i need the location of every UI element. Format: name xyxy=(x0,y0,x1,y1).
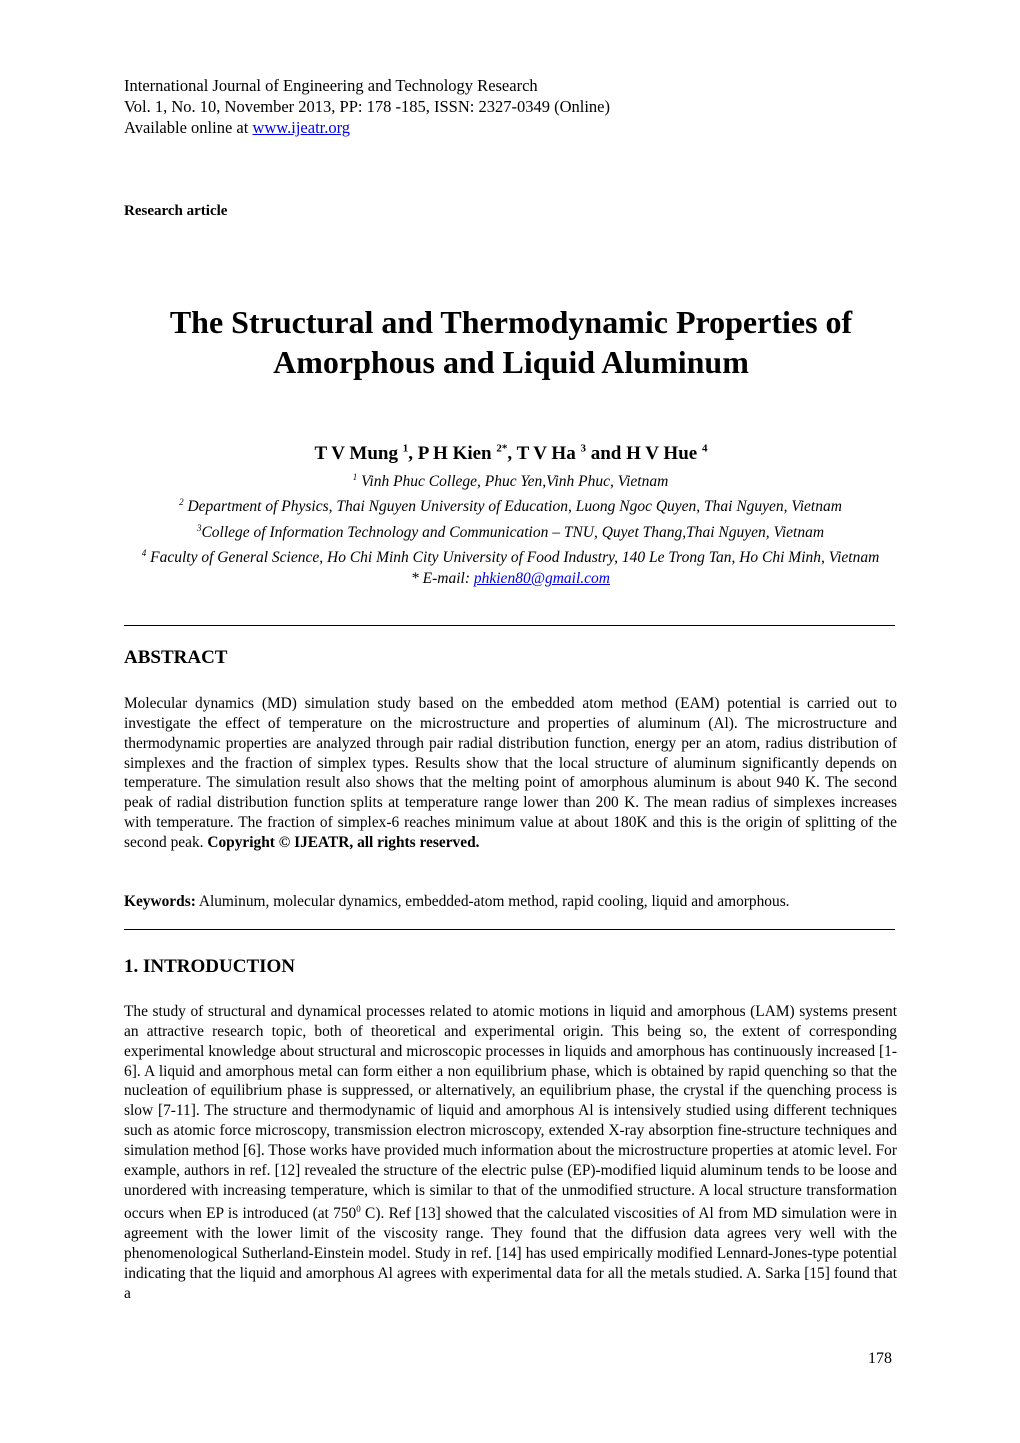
introduction-text: The study of structural and dynamical processes related to atomic motions in liquid and amorphous (LAM) systems present an attractive research topic, both of theoretical and experimental origin. This being so, the extent of corresponding experimental knowledge about structural and microscopic processes in liquids and amorphous has continuously increased [1-6]. A liquid and amorphous metal can form either a non equilibrium phase, which is obtained by rapid quenching so that the nucleation of equilibrium phase is suppressed, or alternatively, an equilibrium phase, the crystal if the quenching process is slow [7-11]. The structure and thermodynamic of liquid and amorphous Al is intensively studied using different techniques such as atomic force microscopy, transmission electron microscopy, extended X-ray absorption fine-structure techniques and simulation method [6]. Those works have provided much information about the microstructure properties at atomic level. For example, authors in ref. [12] revealed the structure of the electric pulse (EP)-modified liquid aluminum tends to be loose and unordered with increasing temperature, which is similar to that of the unmodified structure. A local structure transformation occurs when EP is introduced (at $750^0$ C). Ref [13] showed that the calculated viscosities of Al from MD simulation were in agreement with the lower limit of the viscosity range. They found that the diffusion data agrees very well with the phenomenological Sutherland-Einstein model. Study in ref. [14] has used empirically modified Lennard-Jones-type potential indicating that the liquid and amorphous Al agrees with experimental data for all the metals studied. A. Sarka [15] found that a xyxy=(124,1003,897,1302)
journal-volume: Vol. 1, No. 10, November 2013, PP: 178 -185, ISSN: 2327-0349 (Online) xyxy=(124,97,610,116)
article-type: Research article xyxy=(124,203,228,219)
author: T V Mung $^1$, xyxy=(314,443,418,465)
journal-header xyxy=(124,75,610,138)
copyright-notice: Copyright © IJEATR, all rights reserved. xyxy=(207,833,480,851)
journal-name: International Journal of Engineering and Technology Research xyxy=(124,76,538,95)
keywords-list: Aluminum, molecular dynamics, embedded-atom method, rapid cooling, liquid and amorphous. xyxy=(195,893,790,910)
email-line: * E-mail: phkien80@gmail.com xyxy=(411,569,610,587)
affiliation: $^4$ Faculty of General Science, Ho Chi Minh City University of Food Industry, 140 Le Trong Tan, Ho Chi Minh, Vietnam xyxy=(141,548,880,567)
author: H V Hue $^4$ xyxy=(626,443,708,465)
affiliation: $^3$College of Information Technology and Communication – TNU, Quyet Thang,Thai Nguyen, Vietnam xyxy=(196,522,825,542)
author: T V Ha $^3$ and xyxy=(516,443,627,465)
introduction-heading: 1. INTRODUCTION xyxy=(124,956,296,977)
title-line-1: The Structural and Thermodynamic Properties of xyxy=(169,304,853,340)
title-line-2: Amorphous and Liquid Aluminum xyxy=(273,344,749,380)
divider xyxy=(124,929,895,930)
affiliations xyxy=(124,467,897,589)
abstract-heading: ABSTRACT xyxy=(124,647,228,668)
journal-link[interactable]: www.ijeatr.org xyxy=(252,118,351,137)
paper-title xyxy=(100,302,922,382)
keywords-label: Keywords: xyxy=(124,893,196,910)
page-number: 178 xyxy=(868,1350,892,1367)
availability-line xyxy=(124,117,610,138)
affiliation: $^1$ Vinh Phuc College, Phuc Yen,Vinh Phuc, Vietnam xyxy=(352,472,669,491)
affiliation: $^2$ Department of Physics, Thai Nguyen University of Education, Luong Ngoc Quyen, Thai Nguyen, Vietnam xyxy=(179,497,842,516)
keywords xyxy=(124,892,897,912)
availability-prefix: Available online at xyxy=(124,118,253,137)
divider xyxy=(124,625,895,626)
author: P H Kien $^{2*}$, xyxy=(417,443,517,465)
abstract-text: Molecular dynamics (MD) simulation study based on the embedded atom method (EAM) potential is carried out to investigate the effect of temperature on the microstructure and properties of aluminum (Al). The microstructure and thermodynamic properties are analyzed through pair radial distribution function, energy per an atom, radius distribution of simplexes and the fraction of simplex types. Results show that the local structure of aluminum significantly depends on temperature. The simulation result also shows that the melting point of amorphous aluminum is about 940 K. The second peak of radial distribution function splits at temperature range lower than 200 K. The mean radius of simplexes increases with temperature. The fraction of simplex-6 reaches minimum value at about 180K and this is the origin of splitting of the second peak. Copyright © IJEATR, all rights reserved. xyxy=(124,695,897,851)
author-list xyxy=(100,443,922,465)
email-link[interactable]: phkien80@gmail.com xyxy=(473,569,610,587)
